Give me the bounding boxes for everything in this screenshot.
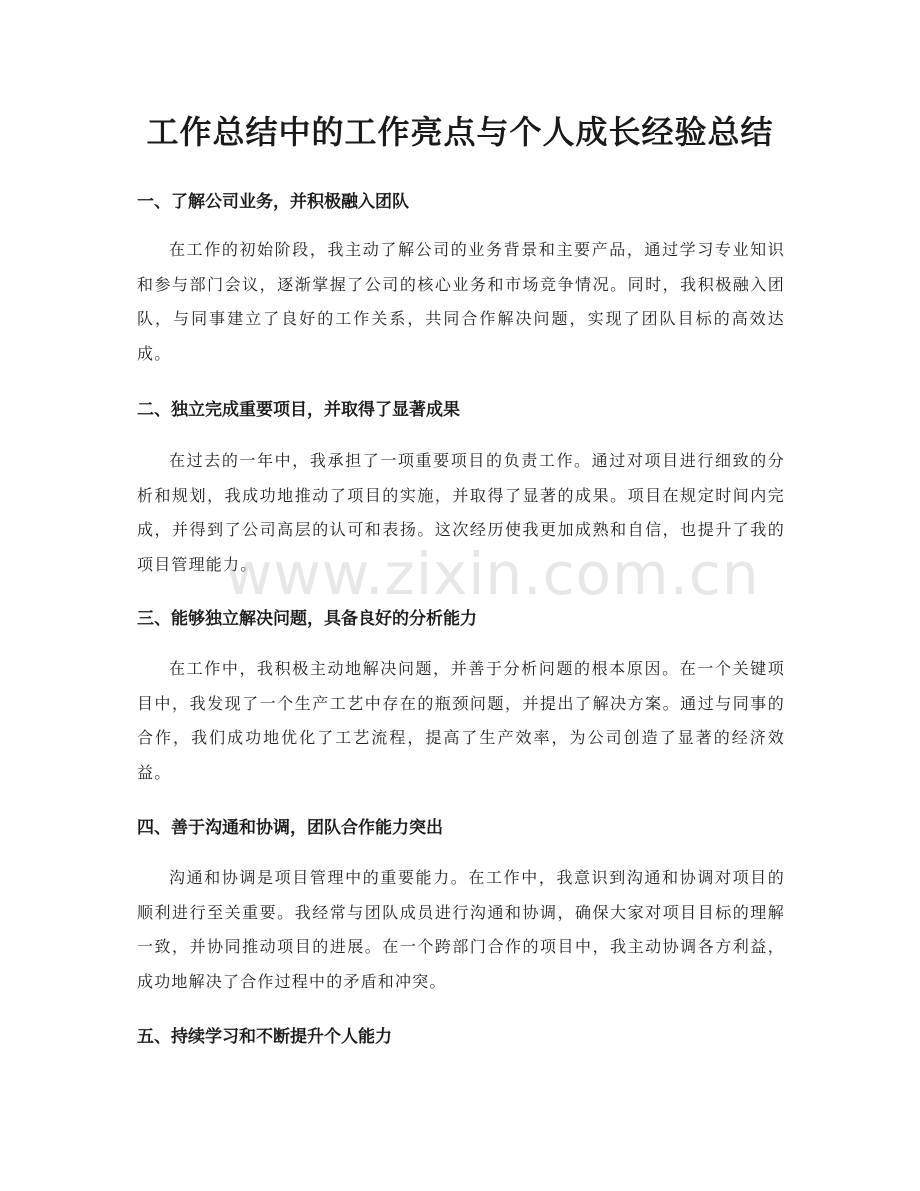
watermark-text: www.zixin.com.cn [225, 540, 760, 608]
document-title: 工作总结中的工作亮点与个人成长经验总结 [146, 113, 774, 151]
section-3-heading: 三、能够独立解决问题，具备良好的分析能力 [137, 609, 477, 629]
section-5-heading: 五、持续学习和不断提升个人能力 [137, 1027, 392, 1047]
section-2-heading: 二、独立完成重要项目，并取得了显著成果 [137, 400, 460, 420]
section-4-body: 沟通和协调是项目管理中的重要能力。在工作中，我意识到沟通和协调对项目的顺利进行至关重要。我经常与团队成员进行沟通和协调，确保大家对项目目标的理解一致，并协同推动项目的进展。在一个跨部门合作的项目中，我主动协调各方利益，成功地解决了合作过程中的矛盾和冲突。 [137, 868, 785, 991]
section-3-body: 在工作中，我积极主动地解决问题，并善于分析问题的根本原因。在一个关键项目中，我发现了一个生产工艺中存在的瓶颈问题，并提出了解决方案。通过与同事的合作，我们成功地优化了工艺流程，提高了生产效率，为公司创造了显著的经济效益。 [137, 659, 785, 782]
section-4-heading: 四、善于沟通和协调，团队合作能力突出 [137, 818, 443, 838]
section-2-body: 在过去的一年中，我承担了一项重要项目的负责工作。通过对项目进行细致的分析和规划，我成功地推动了项目的实施，并取得了显著的成果。项目在规定时间内完成，并得到了公司高层的认可和表扬。这次经历使我更加成熟和自信，也提升了我的项目管理能力。 [137, 451, 785, 574]
section-1-body: 在工作的初始阶段，我主动了解公司的业务背景和主要产品，通过学习专业知识和参与部门会议，逐渐掌握了公司的核心业务和市场竞争情况。同时，我积极融入团队，与同事建立了良好的工作关系，共同合作解决问题，实现了团队目标的高效达成。 [137, 240, 785, 363]
section-1-heading: 一、了解公司业务，并积极融入团队 [137, 192, 409, 212]
